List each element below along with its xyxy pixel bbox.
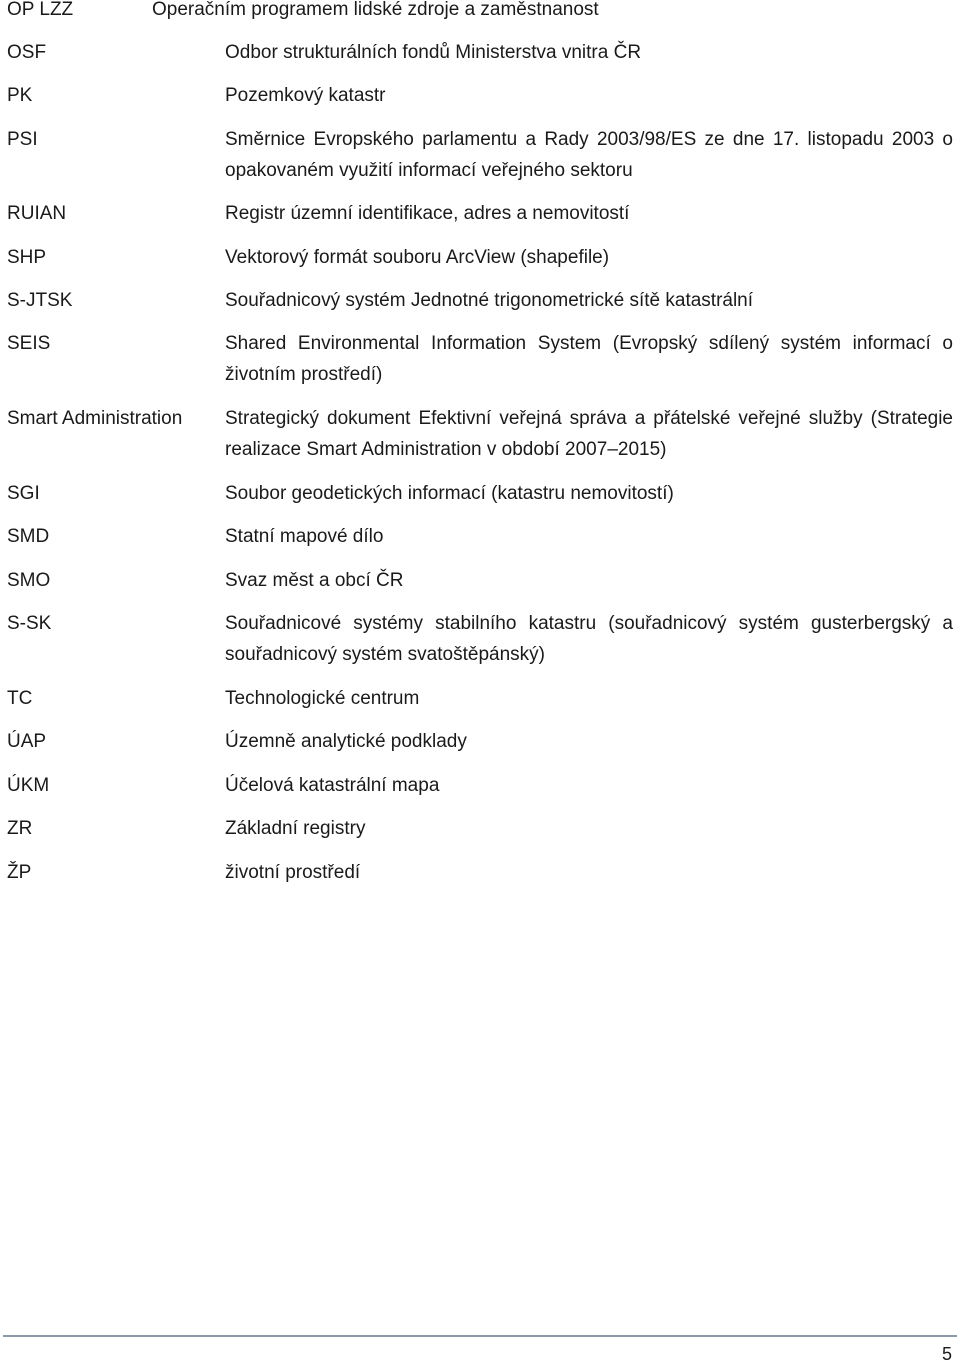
footer-divider [3, 1335, 957, 1337]
abbreviation-description: Základní registry [225, 818, 366, 839]
abbreviation: ÚAP [7, 731, 47, 752]
abbreviation: SEIS [7, 333, 51, 354]
abbreviation: ŽP [7, 862, 32, 883]
abbreviation: S-JTSK [7, 290, 73, 311]
abbreviation: SMO [7, 570, 51, 591]
abbreviation-description: Souřadnicový systém Jednotné trigonometrické sítě katastrální [225, 290, 754, 311]
abbreviation: ÚKM [7, 775, 50, 796]
abbreviation-description: Pozemkový katastr [225, 85, 386, 106]
abbreviation-description: Shared Environmental Information System (Evropský sdílený systém informací o životním prostředí) [225, 333, 953, 385]
abbreviation: ZR [7, 818, 33, 839]
page-number: 5 [941, 1344, 952, 1364]
abbreviation: S-SK [7, 613, 52, 634]
abbreviation: Smart Administration [7, 408, 183, 429]
abbreviation: RUIAN [7, 203, 67, 224]
abbreviation-description: Soubor geodetických informací (katastru nemovitostí) [225, 483, 674, 504]
abbreviation: OSF [7, 42, 47, 63]
abbreviation-description: Územně analytické podklady [225, 731, 467, 752]
abbreviation: SHP [7, 247, 47, 268]
abbreviation-description: Technologické centrum [225, 688, 420, 709]
abbreviation: PSI [7, 129, 38, 150]
abbreviation: OP LZZ [7, 0, 74, 20]
abbreviation-description: Odbor strukturálních fondů Ministerstva vnitra ČR [225, 42, 642, 63]
abbreviation: SGI [7, 483, 40, 504]
abbreviation-description: Souřadnicové systémy stabilního katastru (souřadnicový systém gusterbergský a souřadnicový systém svatoštěpánský) [225, 613, 953, 665]
abbreviation: TC [7, 688, 33, 709]
abbreviation-description: Svaz měst a obcí ČR [225, 570, 404, 591]
abbreviation-description: Účelová katastrální mapa [225, 775, 440, 796]
abbreviation-description: Vektorový formát souboru ArcView (shapefile) [225, 247, 610, 268]
abbreviation-description: Registr územní identifikace, adres a nemovitostí [225, 203, 630, 224]
abbreviation: PK [7, 85, 33, 106]
abbreviation-description: Statní mapové dílo [225, 526, 384, 547]
abbreviation-description: Operačním programem lidské zdroje a zaměstnanost [152, 0, 599, 20]
abbreviation-description: životní prostředí [225, 862, 361, 883]
abbreviation: SMD [7, 526, 50, 547]
abbreviation-description: Strategický dokument Efektivní veřejná správa a přátelské veřejné služby (Strategie realizace Smart Administration v období 2007–2015) [225, 408, 953, 460]
abbreviation-description: Směrnice Evropského parlamentu a Rady 2003/98/ES ze dne 17. listopadu 2003 o opakovaném využití informací veřejného sektoru [225, 129, 953, 181]
